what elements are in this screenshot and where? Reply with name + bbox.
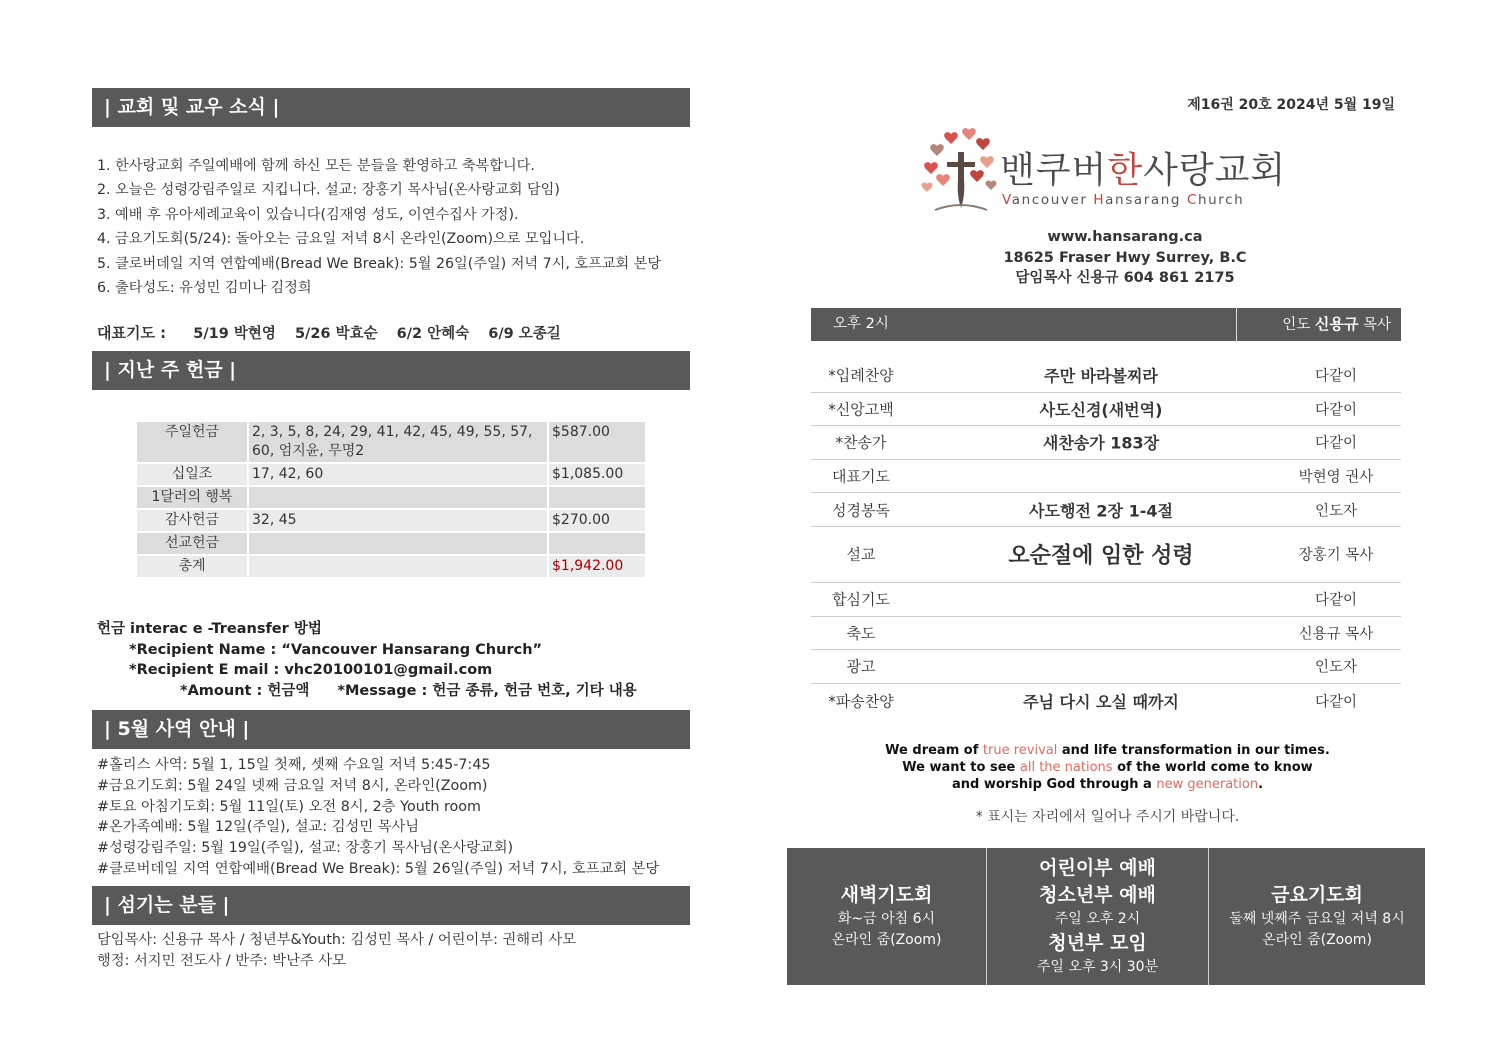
service-header	[811, 308, 1401, 341]
item-leader: 다같이	[1314, 694, 1358, 711]
vision-statement	[860, 742, 1355, 793]
prayer-label: 대표기도 :	[97, 324, 167, 342]
item-title: 사도신경(새번역)	[1039, 400, 1163, 420]
offering-numbers: 17, 42, 60	[249, 464, 547, 485]
dawn-prayer-box	[787, 848, 986, 985]
vision-line: We dream of true revival and life transformation in our times.	[885, 743, 1330, 758]
prayer-entry: 5/19 박현영	[193, 326, 276, 342]
item-title: 주님 다시 오실 때까지	[1023, 692, 1179, 712]
worship-item	[811, 650, 1401, 684]
offering-numbers	[249, 556, 547, 577]
prayer-entry: 5/26 박효순	[294, 326, 378, 342]
offering-type: 선교헌금	[137, 533, 247, 554]
website-link[interactable]: www.hansarang.ca	[1047, 229, 1203, 245]
box-title: 금요기도회	[1271, 884, 1363, 906]
box-text: 둘째 넷째주 금요일 저녁 8시	[1229, 911, 1405, 927]
recipient-name: *Recipient Name : “Vancouver Hansarang Church”	[129, 641, 543, 658]
sermon-title: 오순절에 임한 성령	[1008, 543, 1194, 569]
service-time: 오후 2시	[833, 316, 889, 332]
pastor-phone: 담임목사 신용규 604 861 2175	[1015, 270, 1235, 286]
worship-item	[811, 583, 1401, 617]
news-item: 4. 금요기도회(5/24): 돌아오는 금요일 저녁 8시 온라인(Zoom)으로 모입니다.	[97, 231, 585, 248]
item-leader: 신용규 목사	[1298, 626, 1374, 643]
order-of-worship	[811, 359, 1401, 717]
table-row	[137, 464, 645, 485]
list-item: #홀리스 사역: 5월 1, 15일 첫째, 셋째 수요일 저녁 5:45-7:45	[97, 757, 491, 773]
amount-note: *Amount : 헌금액	[180, 682, 310, 699]
offering-type: 감사헌금	[137, 510, 247, 531]
offering-numbers	[249, 533, 547, 554]
worship-item	[811, 359, 1401, 393]
list-item: 담임목사: 신용규 목사 / 청년부&Youth: 김성민 목사 / 어린이부: 권해리 사모	[97, 932, 577, 948]
item-title: 사도행전 2장 1-4절	[1029, 501, 1173, 521]
list-item: 행정: 서지민 전도사 / 반주: 박난주 사모	[97, 953, 346, 969]
item-name: 대표기도	[832, 467, 890, 486]
meetings-panel	[787, 848, 1425, 985]
box-text: 온라인 줌(Zoom)	[831, 932, 942, 948]
news-item: 5. 클로버데일 지역 연합예배(Bread We Break): 5월 26일(주일) 저녁 7시, 호프교회 본당	[97, 255, 662, 272]
item-leader: 다같이	[1314, 368, 1358, 385]
service-leader: 인도 신용규 목사	[1282, 315, 1391, 333]
list-item: #온가족예배: 5월 12일(주일), 설교: 김성민 목사님	[97, 819, 420, 836]
logo-korean-name	[1000, 142, 1286, 193]
list-item: #클로버데일 지역 연합예배(Bread We Break): 5월 26일(주일) 저녁 7시, 호프교회 본당	[97, 860, 660, 877]
table-row	[137, 556, 645, 577]
box-text: 화~금 아침 6시	[837, 911, 936, 927]
standing-note: * 표시는 자리에서 일어나 주시기 바랍니다.	[975, 809, 1240, 825]
worship-item	[811, 684, 1401, 718]
logo-ko-post: 사랑교회	[1143, 150, 1287, 191]
box-text: 주일 오후 2시	[1054, 911, 1141, 927]
item-name: 설교	[846, 545, 876, 564]
offering-numbers: 2, 3, 5, 8, 24, 29, 41, 42, 45, 49, 55, 57, 60, 엄지윤, 무명2	[249, 422, 547, 462]
servers-section-header: | 섬기는 분들 |	[92, 886, 690, 925]
worship-item	[811, 393, 1401, 427]
amount-message-line	[97, 681, 637, 702]
box-text: 온라인 줌(Zoom)	[1262, 932, 1372, 948]
youth-worship-box	[987, 848, 1208, 985]
offering-amount: $587.00	[549, 422, 645, 462]
news-item: 6. 출타성도: 유성민 김미나 김정희	[97, 280, 312, 297]
worship-item	[811, 460, 1401, 494]
news-item: 1. 한사랑교회 주일예배에 함께 하신 모든 분들을 환영하고 축복합니다.	[97, 158, 535, 174]
offering-type: 1달러의 행복	[137, 487, 247, 508]
item-leader: 박현영 권사	[1298, 469, 1374, 486]
vision-line: and worship God through a new generation.	[951, 777, 1264, 792]
item-name: 합심기도	[832, 590, 890, 609]
list-item: #성령강림주일: 5월 19일(주일), 설교: 장홍기 목사님(온사랑교회)	[97, 840, 514, 857]
worship-item	[811, 493, 1401, 527]
item-name: *파송찬양	[828, 692, 894, 711]
item-leader: 다같이	[1314, 402, 1358, 419]
offering-numbers	[249, 487, 547, 508]
item-name: 축도	[846, 624, 876, 643]
worship-item	[811, 527, 1401, 583]
worship-item	[811, 617, 1401, 651]
offering-amount	[549, 533, 645, 554]
list-item: #금요기도회: 5월 24일 넷째 금요일 저녁 8시, 온라인(Zoom)	[97, 777, 488, 794]
item-leader: 다같이	[1314, 435, 1358, 452]
item-leader: 다같이	[1314, 592, 1358, 609]
divider	[1236, 308, 1237, 341]
offering-table	[135, 420, 647, 579]
box-title: 어린이부 예배	[1039, 857, 1156, 879]
may-ministry-list	[97, 755, 659, 880]
may-ministry-section-header: | 5월 사역 안내 |	[92, 710, 690, 749]
offering-numbers: 32, 45	[249, 510, 547, 531]
box-title: 청년부 모임	[1048, 932, 1147, 954]
church-address: 18625 Fraser Hwy Surrey, B.C	[1003, 249, 1247, 266]
logo-ko-pre: 밴쿠버	[1000, 150, 1108, 191]
item-name: *입례찬양	[828, 366, 894, 385]
representative-prayer	[97, 322, 575, 343]
etransfer-instructions	[97, 619, 637, 701]
list-item: #토요 아침기도회: 5월 11일(토) 오전 8시, 2층 Youth room	[97, 798, 481, 815]
offering-type: 주일헌금	[137, 422, 247, 462]
item-leader: 장홍기 목사	[1298, 547, 1374, 564]
news-item: 2. 오늘은 성령강림주일로 지킵니다. 설교: 장홍기 목사님(온사랑교회 담임)	[97, 182, 560, 199]
logo-english-name: Vancouver Hansarang Church	[1002, 192, 1245, 208]
table-row	[137, 510, 645, 531]
item-leader: 인도자	[1314, 503, 1358, 520]
offering-type: 총계	[137, 556, 247, 577]
item-title: 주만 바라볼찌라	[1044, 366, 1158, 386]
worship-item	[811, 426, 1401, 460]
vision-line: We want to see all the nations of the world come to know	[902, 760, 1313, 775]
news-list	[97, 154, 697, 300]
servers-list	[97, 930, 576, 972]
item-leader: 인도자	[1314, 659, 1358, 676]
offering-total-amount: $1,942.00	[549, 556, 645, 577]
item-title: 새찬송가 183장	[1042, 433, 1160, 453]
item-name: *찬송가	[835, 433, 887, 452]
item-name: *신앙고백	[828, 400, 894, 419]
prayer-entry: 6/9 오종길	[488, 326, 561, 342]
box-title: 새벽기도회	[840, 884, 933, 906]
box-title: 청소년부 예배	[1039, 884, 1156, 906]
church-contact	[985, 227, 1265, 289]
table-row	[137, 533, 645, 554]
news-item: 3. 예배 후 유아세례교육이 있습니다(김재영 성도, 이연수집사 가정).	[97, 206, 519, 223]
etransfer-title: 헌금 interac e -Treansfer 방법	[97, 621, 322, 637]
heart-tree-icon	[921, 126, 1001, 212]
prayer-entry: 6/2 안혜숙	[396, 326, 470, 342]
box-text: 주일 오후 3시 30분	[1036, 959, 1159, 975]
recipient-email: *Recipient E mail : vhc20100101@gmail.com	[129, 662, 493, 678]
offering-amount: $1,085.00	[549, 464, 645, 485]
news-section-header: | 교회 및 교우 소식 |	[92, 88, 690, 127]
table-row	[137, 422, 645, 462]
item-name: 성경봉독	[832, 501, 890, 520]
offering-type: 십일조	[137, 464, 247, 485]
offering-amount	[549, 487, 645, 508]
message-note: *Message : 헌금 종류, 헌금 번호, 기타 내용	[337, 682, 637, 699]
offering-amount: $270.00	[549, 510, 645, 531]
offering-section-header: | 지난 주 헌금 |	[92, 351, 690, 390]
table-row	[137, 487, 645, 508]
friday-prayer-box	[1209, 848, 1425, 985]
logo-ko-han: 한	[1107, 150, 1144, 191]
issue-date: 제16권 20호 2024년 5월 19일	[1187, 97, 1395, 113]
item-name: 광고	[846, 657, 876, 676]
